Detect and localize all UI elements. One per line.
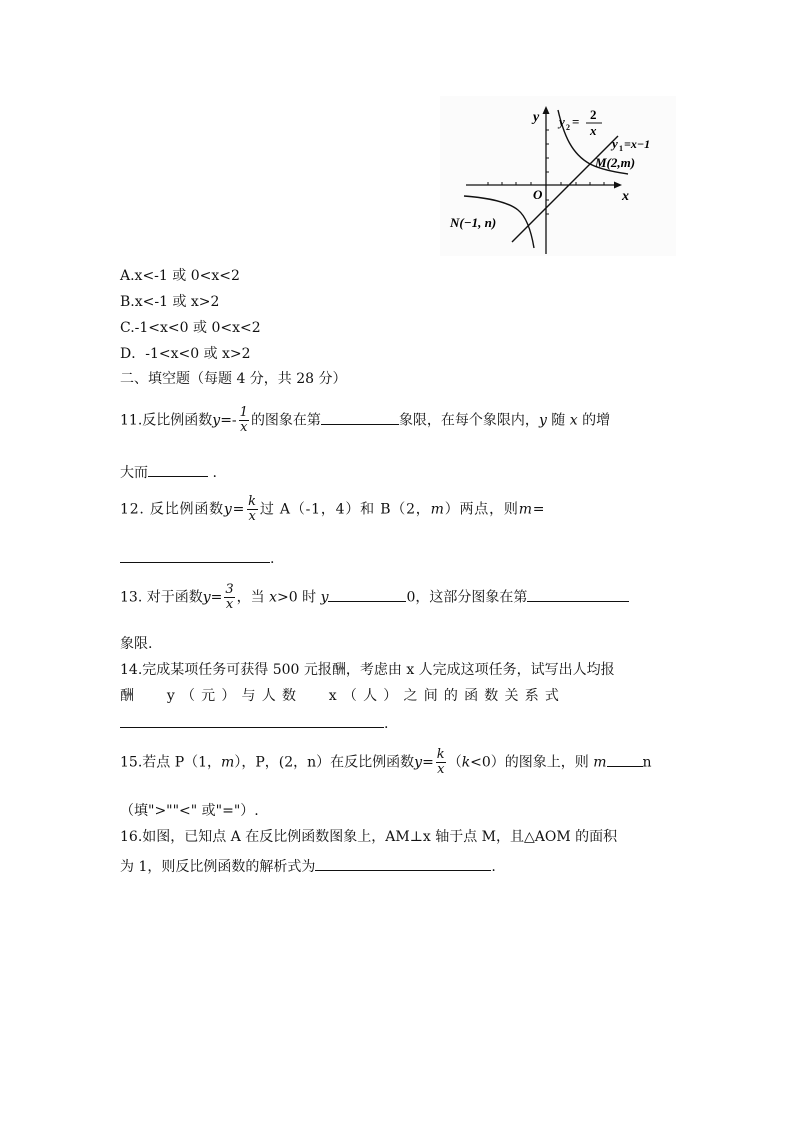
question-14-line3: .: [120, 713, 388, 733]
question-16-line2: 为 1，则反比例函数的解析式为 .: [120, 856, 496, 876]
q14-blank[interactable]: [120, 713, 384, 728]
origin-label: O: [533, 187, 543, 202]
y2-label: y: [559, 114, 565, 129]
question-11-line2: 大而 .: [120, 462, 217, 482]
section-heading-fill-in: 二、填空题（每题 4 分，共 28 分）: [120, 371, 347, 387]
q15-blank[interactable]: [607, 752, 643, 767]
question-15-line1: 15.若点 P（1，m），P，(2，n）在反比例函数y= $\frac{k}{x}$ （k<0）的图象上，则 m n: [120, 747, 652, 777]
y2-denominator: x: [590, 123, 597, 138]
q13-blank-2[interactable]: [527, 587, 629, 602]
question-16-line1: 16.如图，已知点 A 在反比例函数图象上，AM⊥x 轴于点 M，且△AOM 的面积: [120, 829, 618, 845]
y2-numerator: 2: [590, 107, 597, 122]
q13-blank-1[interactable]: [328, 587, 406, 602]
x-axis-label: x: [622, 189, 629, 204]
question-12-line2: .: [120, 548, 274, 568]
question-15-line2: （填">""<" 或"="）.: [120, 803, 259, 819]
question-13-line1: 13. 对于函数y= $\frac{3}{x}$ ，当 x>0 时 y 0，这部分图象在第: [120, 583, 629, 612]
option-c: C.-1<x<0 或 0<x<2: [120, 320, 261, 336]
question-14-line2: 酬 y（元）与人数 x（人）之间的函数关系式: [120, 688, 566, 704]
y1-rhs: =x−1: [624, 137, 651, 151]
q12-fraction: $\frac{k}{x}$: [248, 494, 257, 524]
y2-subscript: 2: [566, 123, 570, 132]
q13-fraction: $\frac{3}{x}$: [225, 582, 234, 612]
q12-blank[interactable]: [120, 548, 270, 563]
q11-blank-1[interactable]: [321, 410, 399, 425]
option-b: B.x<-1 或 x>2: [120, 294, 220, 310]
point-m-label: M(2,m): [595, 155, 636, 170]
point-n-label: N(−1, n): [450, 215, 497, 230]
function-graph-figure: [440, 96, 676, 256]
q11-fraction: $\frac{1}{x}$: [239, 405, 248, 435]
question-13-line2: 象限.: [120, 636, 153, 652]
y1-label: y: [612, 136, 618, 151]
question-11-line1: 11.反比例函数y=- $\frac{1}{x}$ 的图象在第 象限，在每个象限内，y 随 x 的增: [120, 405, 611, 435]
q16-blank[interactable]: [315, 856, 491, 871]
q11-blank-2[interactable]: [148, 462, 208, 477]
option-d: D．-1<x<0 或 x>2: [120, 346, 251, 362]
question-12-line1: 12. 反比例函数y= $\frac{k}{x}$ 过 A（-1，4）和 B（2，m）两点，则m=: [120, 494, 546, 524]
option-a: A.x<-1 或 0<x<2: [120, 268, 240, 284]
y1-subscript: 1: [619, 144, 623, 153]
y2-equals: =: [572, 114, 580, 129]
q15-fraction: $\frac{k}{x}$: [436, 747, 445, 777]
y-axis-label: y: [533, 110, 540, 125]
question-14-line1: 14.完成某项任务可获得 500 元报酬，考虑由 x 人完成这项任务，试写出人均报: [120, 662, 615, 678]
